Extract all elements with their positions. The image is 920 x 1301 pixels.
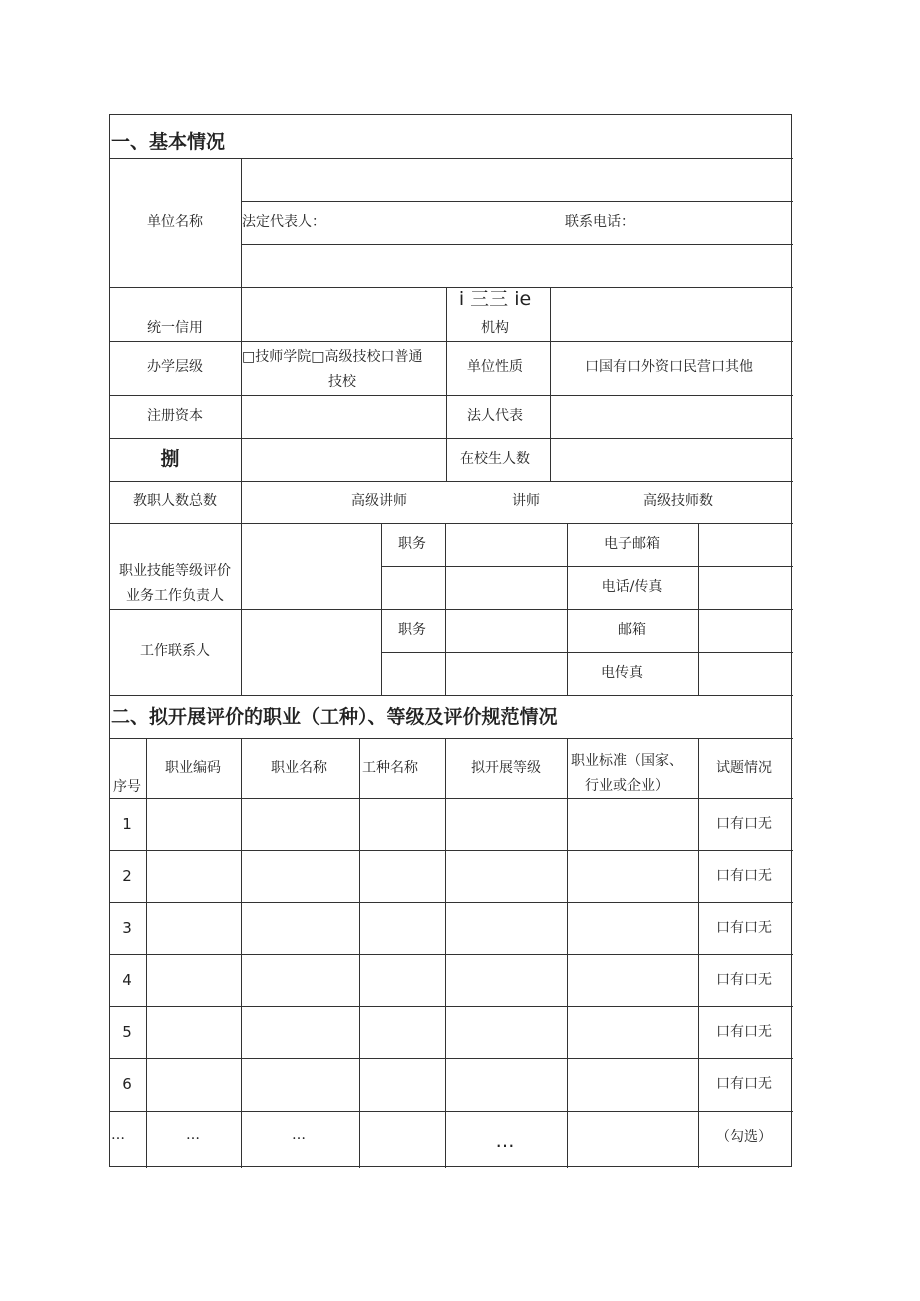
senior-lecturer-label: 高级讲师 (351, 493, 407, 509)
column-divider (381, 523, 382, 695)
row-divider (110, 1058, 793, 1059)
row-divider (110, 954, 793, 955)
row-divider (110, 341, 793, 342)
contact-person-label: 工作联系人 (140, 643, 210, 659)
row-divider (381, 566, 793, 567)
section2-title: 二、拟开展评价的职业（工种）、等级及评价规范情况 (111, 706, 558, 728)
column-divider (359, 738, 360, 1168)
row-divider (110, 695, 793, 696)
ellipsis-code: … (186, 1127, 200, 1143)
tel-fax-label: 电传真 (601, 665, 643, 681)
column-divider (698, 738, 699, 1168)
row-exam-checkbox[interactable]: 口有口无 (716, 868, 772, 884)
odd-char: 捌 (160, 448, 180, 470)
row-divider (110, 158, 793, 159)
row-divider (110, 609, 793, 610)
row-divider (110, 395, 793, 396)
row-divider (110, 902, 793, 903)
row-divider (110, 850, 793, 851)
column-divider (698, 523, 699, 695)
row-seq: 2 (122, 867, 132, 885)
row-divider (110, 523, 793, 524)
row-divider (241, 244, 793, 245)
legal-person-label: 法人代表 (467, 408, 523, 424)
row-seq: 5 (122, 1023, 132, 1041)
row-seq: 3 (122, 919, 132, 937)
email-label: 电子邮箱 (604, 536, 660, 552)
row-divider (110, 1006, 793, 1007)
senior-technician-label: 高级技师数 (643, 493, 713, 509)
staff-total-label: 教职人数总数 (133, 493, 217, 509)
school-level-options: □技师学院□高级技校口普通 (242, 349, 423, 365)
row-seq: 4 (122, 971, 132, 989)
credit-label: 统一信用 (147, 320, 203, 336)
school-level-options-cont: 技校 (328, 374, 356, 390)
position-label-2: 职务 (398, 622, 426, 638)
row-exam-checkbox[interactable]: 口有口无 (716, 972, 772, 988)
application-form (109, 114, 792, 1167)
column-divider (445, 738, 446, 1168)
row-divider (241, 201, 793, 202)
row-exam-checkbox[interactable]: 口有口无 (716, 920, 772, 936)
header-exam: 试题情况 (716, 760, 772, 776)
row-divider (110, 738, 793, 739)
school-level-label: 办学层级 (147, 359, 203, 375)
row-seq: 1 (122, 815, 132, 833)
column-divider (445, 523, 446, 695)
row-divider (110, 438, 793, 439)
row-divider (110, 287, 793, 288)
header-standard: 职业标准（国家、 (571, 753, 683, 769)
contact-phone-label: 联系电话： (565, 214, 635, 230)
column-divider (550, 287, 551, 481)
position-label: 职务 (398, 536, 426, 552)
column-divider (146, 738, 147, 1168)
mail-label: 邮箱 (618, 622, 646, 638)
unit-name-label: 单位名称 (147, 214, 203, 230)
row-exam-checkbox[interactable]: 口有口无 (716, 816, 772, 832)
header-name: 职业名称 (271, 760, 327, 776)
row-divider (110, 481, 793, 482)
column-divider (241, 738, 242, 1168)
ellipsis-seq: … (111, 1127, 125, 1143)
header-code: 职业编码 (165, 760, 221, 776)
column-divider (567, 738, 568, 1168)
org-label: 机构 (481, 320, 509, 336)
head-label-line2: 业务工作负责人 (126, 588, 224, 604)
ellipsis-level: … (495, 1130, 515, 1152)
header-level: 拟开展等级 (471, 760, 541, 776)
unit-nature-options: 口国有口外资口民营口其他 (585, 359, 753, 375)
column-divider (241, 523, 242, 695)
header-type: 工种名称 (362, 760, 418, 776)
row-divider (381, 652, 793, 653)
row-divider (110, 1111, 793, 1112)
phone-fax-label: 电话/传真 (601, 579, 663, 595)
section1-title: 一、基本情况 (111, 131, 226, 153)
students-label: 在校生人数 (460, 451, 530, 467)
row-divider (110, 798, 793, 799)
ellipsis-exam: （勾选） (716, 1129, 772, 1145)
garbled-text: i 三三 ie (458, 288, 532, 310)
row-seq: 6 (122, 1075, 132, 1093)
unit-nature-label: 单位性质 (467, 359, 523, 375)
legal-rep-label: 法定代表人： (242, 214, 326, 230)
row-exam-checkbox[interactable]: 口有口无 (716, 1076, 772, 1092)
column-divider (567, 523, 568, 695)
registered-capital-label: 注册资本 (147, 408, 203, 424)
head-label-line1: 职业技能等级评价 (119, 563, 231, 579)
lecturer-label: 讲师 (512, 493, 540, 509)
ellipsis-name: … (292, 1127, 306, 1143)
header-standard-cont: 行业或企业） (585, 778, 669, 794)
header-seq: 序号 (113, 779, 141, 795)
row-exam-checkbox[interactable]: 口有口无 (716, 1024, 772, 1040)
column-divider (446, 287, 447, 481)
